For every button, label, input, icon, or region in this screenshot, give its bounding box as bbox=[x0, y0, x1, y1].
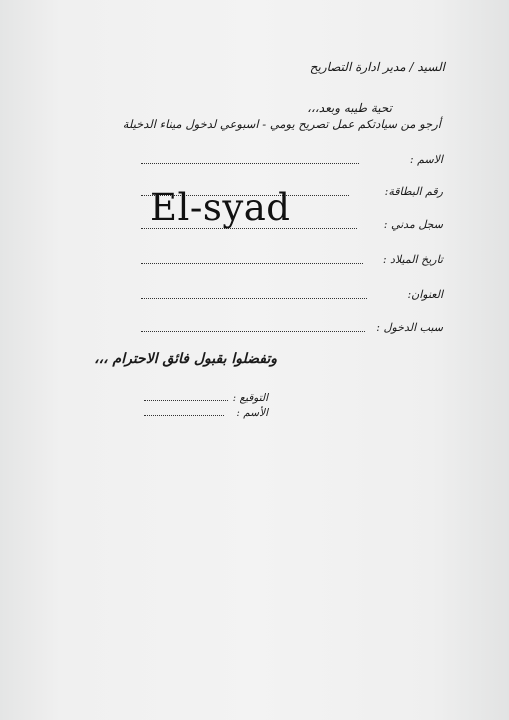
address-field-blank bbox=[141, 298, 367, 299]
signer-name-field bbox=[144, 405, 268, 419]
civil-registry-field-label: سجل مدني : bbox=[383, 218, 443, 231]
birth-date-field-label: تاريخ الميلاد : bbox=[382, 253, 443, 266]
entry-reason-field-label: سبب الدخول : bbox=[376, 321, 443, 334]
signature-field bbox=[144, 390, 268, 404]
signature-field-blank bbox=[144, 400, 228, 401]
signer-name-field-blank bbox=[144, 415, 224, 416]
request-line: أرجو من سيادتكم عمل تصريح يومي - اسبوعي لدخول ميناء الدخيلة bbox=[122, 117, 441, 131]
birth-date-field-blank bbox=[141, 263, 363, 264]
addressee-line: السيد / مدير ادارة التصاريح bbox=[309, 60, 445, 74]
name-field-blank bbox=[141, 163, 359, 164]
birth-date-field bbox=[141, 250, 443, 268]
greeting-line: تحية طيبه وبعد،،، bbox=[307, 101, 392, 115]
name-field bbox=[141, 150, 443, 168]
signature-field-label: التوقيع : bbox=[232, 392, 268, 404]
entry-reason-field-blank bbox=[141, 331, 365, 332]
address-field bbox=[141, 285, 443, 303]
address-field-label: العنوان: bbox=[407, 288, 443, 301]
watermark-text: El-syad bbox=[150, 186, 291, 229]
signer-name-field-label: الأسم : bbox=[236, 407, 268, 419]
entry-reason-field bbox=[141, 318, 443, 336]
closing-line: وتفضلوا بقبول فائق الاحترام ،،، bbox=[94, 351, 277, 367]
name-field-label: الاسم : bbox=[409, 153, 443, 166]
id-card-field-label: رقم البطاقة: bbox=[384, 185, 443, 198]
